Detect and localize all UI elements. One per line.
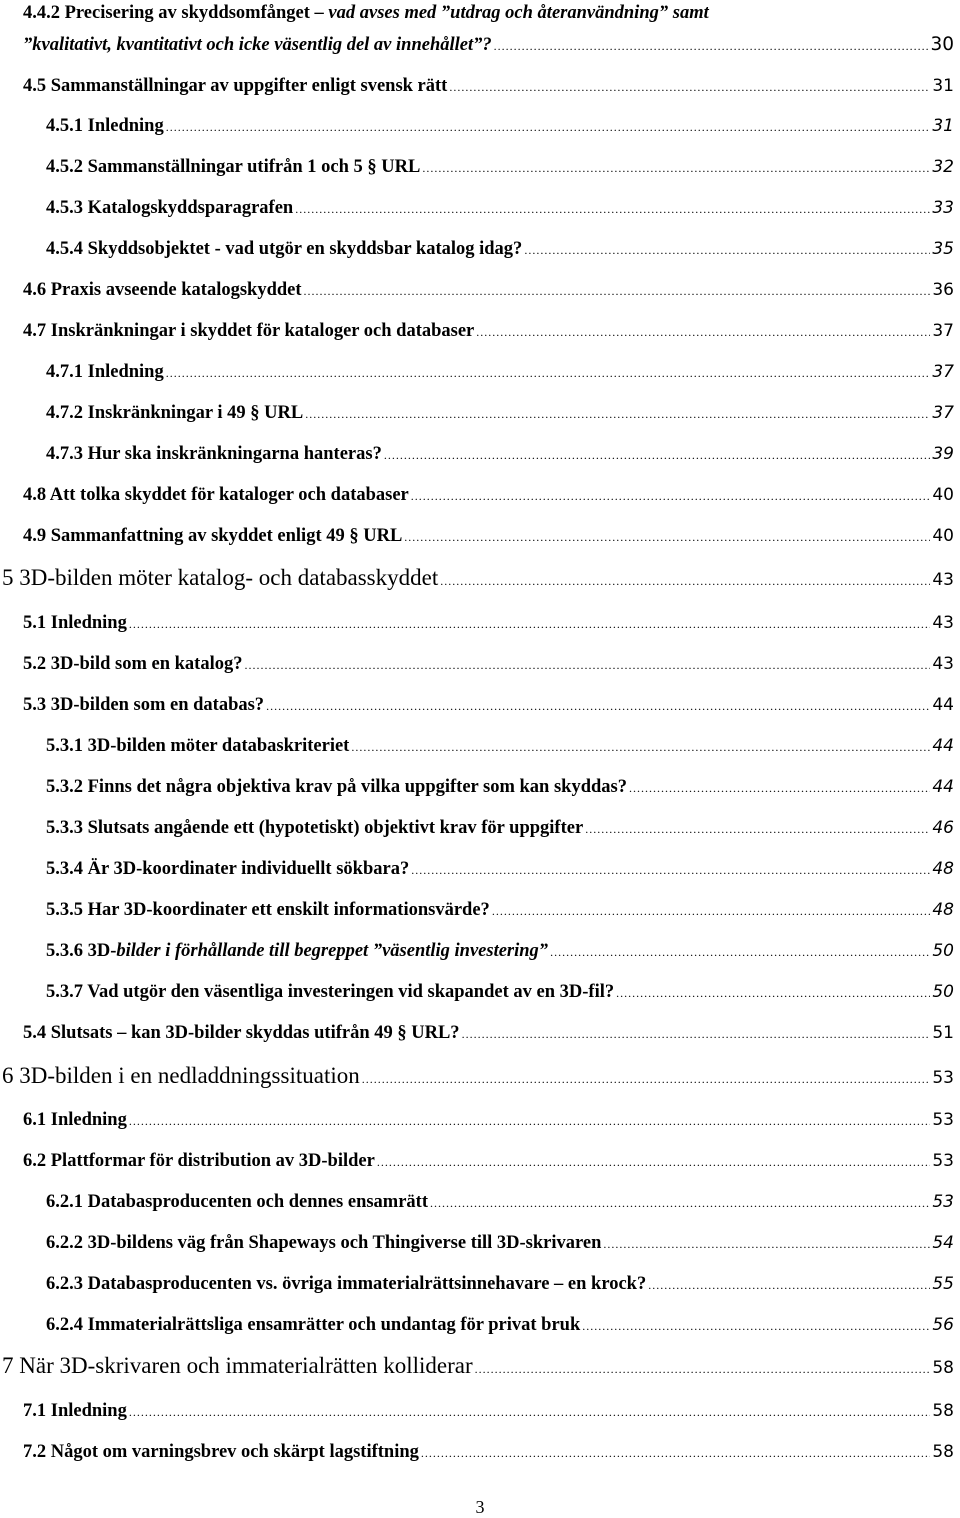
toc-entry-title bbox=[23, 614, 127, 633]
toc-entry[interactable] bbox=[46, 199, 954, 218]
toc-entry-title bbox=[46, 778, 627, 797]
toc-dot-leader bbox=[430, 1193, 930, 1212]
toc-entry-title bbox=[46, 1193, 428, 1212]
toc-dot-leader bbox=[244, 655, 930, 674]
toc-entry-page: 40 bbox=[932, 526, 954, 546]
toc-entry[interactable] bbox=[23, 1443, 954, 1462]
toc-entry-page: 56 bbox=[932, 1315, 954, 1335]
toc-dot-leader bbox=[166, 363, 931, 382]
toc-dot-leader bbox=[616, 983, 930, 1002]
toc-entry-text: Skyddsobjektet - vad utgör en skyddsbar katalog idag? bbox=[87, 239, 523, 259]
toc-entry-page: 33 bbox=[932, 198, 954, 218]
toc-entry[interactable] bbox=[46, 983, 954, 1002]
toc-dot-leader bbox=[550, 942, 930, 961]
toc-entry-number: 4.8 bbox=[23, 485, 47, 505]
toc-entry-page: 50 bbox=[932, 982, 954, 1002]
toc-entry-text: Inledning bbox=[50, 613, 127, 633]
toc-entry[interactable] bbox=[23, 696, 954, 715]
toc-entry-number: 5.3.5 bbox=[46, 900, 83, 920]
toc-entry[interactable] bbox=[46, 737, 954, 756]
toc-entry-number: 5.3.4 bbox=[46, 859, 83, 879]
toc-entry-number: 5.1 bbox=[23, 613, 47, 633]
toc-entry-title bbox=[46, 983, 614, 1002]
toc-entry-page: 36 bbox=[932, 280, 954, 300]
toc-dot-leader bbox=[266, 696, 930, 715]
toc-entry-page: 31 bbox=[932, 116, 954, 136]
toc-entry[interactable] bbox=[46, 901, 954, 920]
toc-dot-leader bbox=[440, 566, 930, 589]
toc-entry-page: 43 bbox=[932, 570, 954, 590]
toc-entry-text: Inledning bbox=[87, 116, 164, 136]
toc-entry-page: 30 bbox=[930, 34, 954, 55]
toc-entry-number: 4.7.3 bbox=[46, 444, 83, 464]
toc-entry-number: 4.6 bbox=[23, 280, 47, 300]
toc-entry-page: 37 bbox=[932, 321, 954, 341]
toc-entry-text: Katalogskyddsparagrafen bbox=[87, 198, 294, 218]
toc-entry-text-italic: bilder i förhållande till begreppet ”väsentlig investering” bbox=[116, 941, 549, 961]
toc-entry-page: 53 bbox=[932, 1151, 954, 1171]
toc-entry-title bbox=[23, 322, 474, 341]
toc-entry[interactable] bbox=[23, 614, 954, 633]
toc-entry[interactable] bbox=[46, 445, 954, 464]
toc-dot-leader bbox=[404, 527, 930, 546]
toc-entry-page: 32 bbox=[932, 157, 954, 177]
toc-dot-leader bbox=[475, 1354, 931, 1377]
toc-entry-title bbox=[23, 1402, 127, 1421]
toc-entry-title bbox=[23, 486, 409, 505]
toc-entry-page: 53 bbox=[932, 1192, 954, 1212]
toc-dot-leader bbox=[166, 117, 931, 136]
toc-entry[interactable] bbox=[2, 1064, 954, 1087]
toc-entry-title bbox=[23, 4, 709, 23]
toc-dot-leader bbox=[377, 1152, 931, 1171]
toc-dot-leader bbox=[129, 1402, 931, 1421]
toc-entry-number: 4.4.2 bbox=[23, 3, 60, 23]
toc-entry-title bbox=[23, 1024, 460, 1043]
toc-dot-leader bbox=[629, 778, 930, 797]
toc-entry-text: Inledning bbox=[50, 1401, 127, 1421]
toc-entry-text: 3D-bildens väg från Shapeways och Thingiverse till 3D-skrivaren bbox=[87, 1233, 602, 1253]
toc-dot-leader bbox=[422, 158, 930, 177]
toc-entry-number: 5 bbox=[2, 565, 14, 590]
toc-dot-leader bbox=[411, 860, 930, 879]
toc-entry[interactable] bbox=[46, 1316, 954, 1335]
toc-dot-leader bbox=[585, 819, 930, 838]
toc-entry-title bbox=[23, 77, 447, 96]
toc-entry[interactable] bbox=[2, 1354, 954, 1377]
toc-entry-page: 51 bbox=[932, 1023, 954, 1043]
toc-dot-leader bbox=[129, 1111, 931, 1130]
toc-entry-text: Inledning bbox=[87, 362, 164, 382]
toc-entry-page: 39 bbox=[932, 444, 954, 464]
toc-entry[interactable] bbox=[46, 1234, 954, 1253]
toc-dot-leader bbox=[304, 281, 931, 300]
toc-entry-page: 44 bbox=[932, 777, 954, 797]
toc-entry-title bbox=[46, 363, 164, 382]
toc-entry-number: 6 bbox=[2, 1063, 14, 1088]
toc-entry[interactable] bbox=[46, 1275, 954, 1294]
toc-entry-number: 4.5.3 bbox=[46, 198, 83, 218]
toc-entry[interactable] bbox=[46, 404, 954, 423]
toc-entry-page: 37 bbox=[932, 403, 954, 423]
toc-entry-text: Sammanställningar av uppgifter enligt svensk rätt bbox=[50, 76, 448, 96]
toc-entry-title bbox=[46, 901, 490, 920]
toc-entry-page: 50 bbox=[932, 941, 954, 961]
toc-entry-title bbox=[23, 1152, 375, 1171]
toc-entry-text: Sammanfattning av skyddet enligt 49 § URL bbox=[50, 526, 403, 546]
toc-entry[interactable] bbox=[46, 158, 954, 177]
toc-entry[interactable] bbox=[46, 942, 954, 961]
toc-entry-number: 4.5.2 bbox=[46, 157, 83, 177]
toc-dot-leader bbox=[411, 486, 931, 505]
toc-entry-page: 53 bbox=[932, 1068, 954, 1088]
toc-entry-text: 3D-bild som en katalog? bbox=[50, 654, 243, 674]
toc-entry-page: 53 bbox=[932, 1110, 954, 1130]
toc-entry-number: 6.2.4 bbox=[46, 1315, 83, 1335]
toc-entry[interactable] bbox=[46, 819, 954, 838]
toc-entry[interactable] bbox=[2, 566, 954, 589]
toc-dot-leader bbox=[476, 322, 930, 341]
toc-entry-text: Hur ska inskränkningarna hanteras? bbox=[87, 444, 382, 464]
toc-entry-text: 3D-bilden möter databaskriteriet bbox=[87, 736, 350, 756]
toc-entry-title bbox=[23, 527, 402, 546]
toc-entry-title bbox=[23, 655, 242, 674]
toc-dot-leader bbox=[582, 1316, 930, 1335]
toc-entry[interactable] bbox=[23, 281, 954, 300]
toc-entry-page: 54 bbox=[932, 1233, 954, 1253]
toc-entry-number: 7.1 bbox=[23, 1401, 47, 1421]
toc-entry-title bbox=[23, 1111, 127, 1130]
toc-entry-text: Slutsats angående ett (hypotetiskt) objektivt krav för uppgifter bbox=[87, 818, 584, 838]
toc-entry-title bbox=[2, 1354, 473, 1377]
toc-entry-text: Har 3D-koordinater ett enskilt informationsvärde? bbox=[87, 900, 490, 920]
toc-dot-leader bbox=[449, 77, 930, 96]
toc-entry-title bbox=[46, 117, 164, 136]
toc-dot-leader bbox=[524, 240, 930, 259]
toc-entry-number: 5.3.1 bbox=[46, 736, 83, 756]
toc-entry-title bbox=[46, 942, 548, 961]
toc-entry-text: Inledning bbox=[50, 1110, 127, 1130]
toc-dot-leader bbox=[462, 1024, 931, 1043]
toc-entry-number: 4.5.1 bbox=[46, 116, 83, 136]
toc-entry-page: 44 bbox=[932, 736, 954, 756]
toc-entry-number: 5.3 bbox=[23, 695, 47, 715]
toc-entry-number: 6.2.2 bbox=[46, 1233, 83, 1253]
toc-entry-title bbox=[46, 737, 349, 756]
toc-entry-page: 37 bbox=[932, 362, 954, 382]
toc-entry-text-italic: vad avses med ”utdrag och återanvändning” samt bbox=[328, 3, 709, 23]
toc-entry[interactable] bbox=[23, 36, 954, 55]
toc-entry[interactable] bbox=[23, 1024, 954, 1043]
toc-entry-page: 48 bbox=[932, 859, 954, 879]
toc-entry-text: Något om varningsbrev och skärpt lagstiftning bbox=[50, 1442, 419, 1462]
toc-entry-title bbox=[46, 445, 382, 464]
toc-entry-page: 46 bbox=[932, 818, 954, 838]
toc-entry-number: 4.5 bbox=[23, 76, 47, 96]
toc-entry-title bbox=[46, 199, 293, 218]
toc-entry-text: Databasproducenten och dennes ensamrätt bbox=[87, 1192, 429, 1212]
toc-entry-text: Finns det några objektiva krav på vilka uppgifter som kan skyddas? bbox=[87, 777, 627, 797]
toc-entry-text: Att tolka skyddet för kataloger och databaser bbox=[49, 485, 409, 505]
toc-entry-number: 7.2 bbox=[23, 1442, 47, 1462]
toc-entry-text: Plattformar för distribution av 3D-bilder bbox=[50, 1151, 375, 1171]
toc-entry-page: 48 bbox=[932, 900, 954, 920]
toc-entry-number: 4.5.4 bbox=[46, 239, 83, 259]
toc-entry-page: 58 bbox=[932, 1442, 954, 1462]
toc-dot-leader bbox=[295, 199, 930, 218]
toc-entry-number: 5.3.3 bbox=[46, 818, 83, 838]
toc-entry[interactable] bbox=[23, 486, 954, 505]
toc-entry-title bbox=[46, 1275, 646, 1294]
toc-entry[interactable] bbox=[23, 527, 954, 546]
toc-entry[interactable] bbox=[23, 77, 954, 96]
toc-dot-leader bbox=[421, 1443, 930, 1462]
toc-entry-text-italic: ”kvalitativt, kvantitativt och icke väsentlig del av innehållet”? bbox=[23, 35, 492, 55]
toc-entry[interactable] bbox=[46, 778, 954, 797]
page-number: 3 bbox=[475, 1497, 485, 1517]
toc-entry-title bbox=[46, 158, 420, 177]
toc-entry-text: 3D-bilden i en nedladdningssituation bbox=[19, 1063, 360, 1088]
toc-entry-number: 6.1 bbox=[23, 1110, 47, 1130]
toc-entry-page: 44 bbox=[932, 695, 954, 715]
toc-entry-text: Sammanställningar utifrån 1 och 5 § URL bbox=[87, 157, 421, 177]
toc-entry-text: Databasproducenten vs. övriga immaterialrättsinnehavare – en krock? bbox=[87, 1274, 647, 1294]
toc-entry[interactable] bbox=[23, 4, 709, 23]
toc-entry-page: 40 bbox=[932, 485, 954, 505]
toc-entry-page: 58 bbox=[932, 1358, 954, 1378]
toc-dot-leader bbox=[129, 614, 931, 633]
toc-entry-text: 3D-bilden som en databas? bbox=[50, 695, 265, 715]
toc-entry-number: 5.3.2 bbox=[46, 777, 83, 797]
toc-entry-number: 5.4 bbox=[23, 1023, 47, 1043]
toc-entry-text: Slutsats – kan 3D-bilder skyddas utifrån 49 § URL? bbox=[50, 1023, 460, 1043]
toc-entry-number: 4.9 bbox=[23, 526, 47, 546]
toc-dot-leader bbox=[494, 36, 929, 55]
toc-entry-title bbox=[46, 1234, 601, 1253]
toc-entry-number: 6.2 bbox=[23, 1151, 47, 1171]
toc-dot-leader bbox=[305, 404, 930, 423]
toc-entry-page: 35 bbox=[932, 239, 954, 259]
toc-entry[interactable] bbox=[23, 1111, 954, 1130]
toc-entry-text: 3D-bilden möter katalog- och databasskyddet bbox=[19, 565, 439, 590]
toc-entry[interactable] bbox=[46, 1193, 954, 1212]
toc-entry[interactable] bbox=[46, 860, 954, 879]
toc-entry-page: 31 bbox=[932, 76, 954, 96]
toc-entry-number: 4.7.2 bbox=[46, 403, 83, 423]
toc-entry-title bbox=[23, 1443, 419, 1462]
toc-dot-leader bbox=[492, 901, 931, 920]
toc-dot-leader bbox=[603, 1234, 930, 1253]
toc-entry-text: När 3D-skrivaren och immaterialrätten kolliderar bbox=[19, 1353, 473, 1378]
toc-entry-text: Praxis avseende katalogskyddet bbox=[50, 280, 302, 300]
toc-entry-title bbox=[46, 240, 522, 259]
toc-entry-page: 58 bbox=[932, 1401, 954, 1421]
toc-entry[interactable] bbox=[23, 322, 954, 341]
toc-entry-title bbox=[23, 281, 302, 300]
toc-entry-number: 5.3.7 bbox=[46, 982, 83, 1002]
toc-entry-number: 5.3.6 bbox=[46, 941, 83, 961]
toc-entry-title bbox=[2, 1064, 360, 1087]
toc-entry-text: Precisering av skyddsomfånget – bbox=[64, 3, 329, 23]
toc-entry-text: Inskränkningar i 49 § URL bbox=[87, 403, 304, 423]
toc-entry[interactable] bbox=[23, 655, 954, 674]
toc-entry-title bbox=[23, 696, 264, 715]
toc-entry-number: 7 bbox=[2, 1353, 14, 1378]
toc-entry-page: 43 bbox=[932, 654, 954, 674]
toc-entry[interactable] bbox=[46, 240, 954, 259]
toc-entry-title bbox=[46, 819, 583, 838]
toc-dot-leader bbox=[648, 1275, 930, 1294]
toc-entry[interactable] bbox=[23, 1402, 954, 1421]
toc-entry-text: Immaterialrättsliga ensamrätter och undantag för privat bruk bbox=[87, 1315, 581, 1335]
toc-entry-text: Är 3D-koordinater individuellt sökbara? bbox=[87, 859, 410, 879]
toc-entry-page: 55 bbox=[932, 1274, 954, 1294]
toc-entry[interactable] bbox=[46, 117, 954, 136]
toc-entry-page: 43 bbox=[932, 613, 954, 633]
toc-entry-number: 6.2.1 bbox=[46, 1192, 83, 1212]
toc-entry-title bbox=[46, 860, 409, 879]
toc-entry-number: 4.7 bbox=[23, 321, 47, 341]
toc-entry[interactable] bbox=[46, 363, 954, 382]
toc-entry-number: 4.7.1 bbox=[46, 362, 83, 382]
toc-dot-leader bbox=[351, 737, 930, 756]
toc-dot-leader bbox=[362, 1064, 931, 1087]
toc-entry-title bbox=[23, 36, 492, 55]
toc-entry-text: Vad utgör den väsentliga investeringen vid skapandet av en 3D-fil? bbox=[87, 982, 615, 1002]
toc-entry-number: 6.2.3 bbox=[46, 1274, 83, 1294]
toc-dot-leader bbox=[384, 445, 931, 464]
toc-entry-number: 5.2 bbox=[23, 654, 47, 674]
toc-entry-text: Inskränkningar i skyddet för kataloger och databaser bbox=[50, 321, 475, 341]
toc-entry-title bbox=[2, 566, 438, 589]
toc-entry[interactable] bbox=[23, 1152, 954, 1171]
toc-entry-title bbox=[46, 404, 303, 423]
toc-entry-title bbox=[46, 1316, 580, 1335]
toc-entry-text: 3D- bbox=[87, 941, 117, 961]
